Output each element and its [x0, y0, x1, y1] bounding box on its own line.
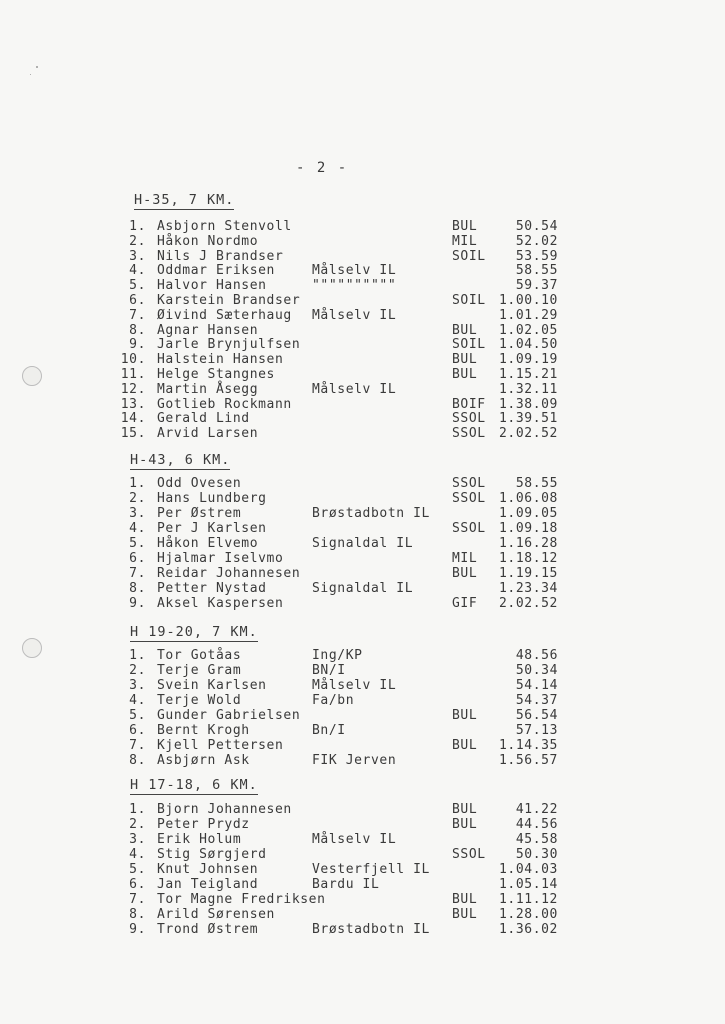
- result-position: 3.: [129, 678, 146, 693]
- club-code: SSOL: [452, 491, 486, 506]
- result-row: [0, 367, 725, 382]
- club-code: SSOL: [452, 426, 486, 442]
- result-position: 3.: [129, 832, 146, 847]
- result-row: [0, 663, 725, 678]
- result-position: 1.: [129, 219, 146, 234]
- club-name: Målselv IL: [312, 263, 397, 279]
- athlete-name: Trond Østrem: [157, 922, 259, 937]
- result-row: [0, 708, 725, 723]
- athlete-name: Håkon Elvemo: [157, 536, 259, 551]
- finish-time: 1.28.00: [499, 907, 558, 922]
- athlete-name: Hans Lundberg: [157, 491, 267, 506]
- result-row: [0, 877, 725, 892]
- result-position: 15.: [120, 426, 146, 442]
- club-name: Signaldal IL: [312, 581, 414, 596]
- result-position: 4.: [129, 693, 146, 708]
- club-code: BUL: [452, 907, 478, 922]
- club-code: BUL: [452, 352, 478, 368]
- finish-time: 44.56: [515, 817, 558, 832]
- result-row: [0, 426, 725, 441]
- athlete-name: Aksel Kaspersen: [157, 596, 284, 611]
- result-position: 6.: [129, 723, 146, 738]
- finish-time: 54.14: [515, 678, 558, 693]
- result-position: 7.: [129, 307, 146, 323]
- section-heading: H 19-20, 7 KM.: [130, 624, 258, 640]
- club-code: SOIL: [452, 293, 486, 308]
- result-position: 9.: [129, 596, 146, 611]
- result-position: 3.: [129, 248, 146, 264]
- club-code: BUL: [452, 708, 478, 723]
- athlete-name: Jan Teigland: [157, 877, 259, 892]
- result-row: [0, 723, 725, 738]
- result-position: 6.: [129, 551, 146, 566]
- result-position: 13.: [120, 396, 146, 412]
- finish-time: 1.04.03: [499, 862, 558, 877]
- result-row: [0, 551, 725, 566]
- result-position: 2.: [129, 233, 146, 249]
- result-position: 11.: [120, 367, 146, 382]
- club-name: Brøstadbotn IL: [312, 506, 430, 521]
- result-position: 5.: [129, 536, 146, 551]
- result-position: 5.: [129, 278, 146, 294]
- club-code: BUL: [452, 322, 478, 338]
- result-row: [0, 521, 725, 536]
- athlete-name: Helge Stangnes: [157, 367, 275, 382]
- athlete-name: Erik Holum: [157, 832, 242, 847]
- result-row: [0, 382, 725, 397]
- finish-time: 1.00.10: [499, 293, 558, 308]
- athlete-name: Asbjørn Ask: [157, 753, 250, 768]
- finish-time: 59.37: [515, 278, 558, 294]
- club-code: BUL: [452, 802, 478, 817]
- finish-time: 41.22: [515, 802, 558, 817]
- club-code: SSOL: [452, 847, 486, 862]
- finish-time: 48.56: [515, 648, 558, 663]
- club-name: Signaldal IL: [312, 536, 414, 551]
- athlete-name: Arvid Larsen: [157, 426, 259, 442]
- finish-time: 58.55: [515, 263, 558, 279]
- club-code: MIL: [452, 233, 478, 249]
- athlete-name: Bernt Krogh: [157, 723, 250, 738]
- finish-time: 1.16.28: [499, 536, 558, 551]
- result-position: 14.: [120, 411, 146, 427]
- athlete-name: Petter Nystad: [157, 581, 267, 596]
- result-row: [0, 397, 725, 412]
- athlete-name: Reidar Johannesen: [157, 566, 301, 581]
- club-name: FIK Jerven: [312, 753, 397, 768]
- result-row: [0, 536, 725, 551]
- result-row: [0, 234, 725, 249]
- finish-time: 1.06.08: [499, 491, 558, 506]
- athlete-name: Arild Sørensen: [157, 907, 275, 922]
- club-code: SOIL: [452, 248, 486, 264]
- finish-time: 1.23.34: [499, 581, 558, 596]
- athlete-name: Per J Karlsen: [157, 521, 267, 536]
- club-code: MIL: [452, 551, 478, 566]
- result-row: [0, 352, 725, 367]
- result-row: [0, 648, 725, 663]
- result-position: 12.: [120, 381, 146, 397]
- result-row: [0, 491, 725, 506]
- finish-time: 54.37: [515, 693, 558, 708]
- result-position: 7.: [129, 566, 146, 581]
- athlete-name: Hjalmar Iselvmo: [157, 551, 284, 566]
- result-row: [0, 832, 725, 847]
- section-heading: H-43, 6 KM.: [130, 452, 231, 468]
- club-name: Fa/bn: [312, 693, 355, 708]
- club-name: Målselv IL: [312, 678, 397, 693]
- finish-time: 50.34: [515, 663, 558, 678]
- result-position: 8.: [129, 322, 146, 338]
- finish-time: 56.54: [515, 708, 558, 723]
- athlete-name: Karstein Brandser: [157, 293, 301, 308]
- finish-time: 1.09.05: [499, 506, 558, 521]
- result-position: 6.: [129, 293, 146, 308]
- result-position: 4.: [129, 263, 146, 279]
- finish-time: 1.04.50: [499, 337, 558, 353]
- result-row: [0, 566, 725, 581]
- result-row: [0, 892, 725, 907]
- athlete-name: Halstein Hansen: [157, 352, 284, 368]
- finish-time: 1.11.12: [499, 892, 558, 907]
- club-name: Målselv IL: [312, 832, 397, 847]
- result-row: [0, 506, 725, 521]
- finish-time: 2.02.52: [499, 596, 558, 611]
- finish-time: 1.05.14: [499, 877, 558, 892]
- club-code: SOIL: [452, 337, 486, 353]
- result-position: 7.: [129, 892, 146, 907]
- club-code: SSOL: [452, 521, 486, 536]
- result-position: 3.: [129, 506, 146, 521]
- athlete-name: Øivind Sæterhaug: [157, 307, 292, 323]
- club-name: """""""""": [312, 278, 397, 294]
- athlete-name: Per Østrem: [157, 506, 242, 521]
- club-name: BN/I: [312, 663, 346, 678]
- athlete-name: Bjorn Johannesen: [157, 802, 292, 817]
- result-position: 8.: [129, 753, 146, 768]
- finish-time: 1.18.12: [499, 551, 558, 566]
- club-code: SSOL: [452, 476, 486, 491]
- result-row: [0, 476, 725, 491]
- result-position: 5.: [129, 862, 146, 877]
- finish-time: 53.59: [515, 248, 558, 264]
- finish-time: 1.14.35: [499, 738, 558, 753]
- result-position: 2.: [129, 817, 146, 832]
- finish-time: 58.55: [515, 476, 558, 491]
- result-row: [0, 862, 725, 877]
- result-row: [0, 678, 725, 693]
- finish-time: 1.56.57: [499, 753, 558, 768]
- club-code: BOIF: [452, 396, 486, 412]
- athlete-name: Håkon Nordmo: [157, 233, 259, 249]
- athlete-name: Gunder Gabrielsen: [157, 708, 301, 723]
- club-code: BUL: [452, 219, 478, 234]
- result-row: [0, 817, 725, 832]
- club-code: BUL: [452, 566, 478, 581]
- athlete-name: Stig Sørgjerd: [157, 847, 267, 862]
- club-name: Bn/I: [312, 723, 346, 738]
- club-code: BUL: [452, 817, 478, 832]
- finish-time: 1.36.02: [499, 922, 558, 937]
- finish-time: 1.32.11: [499, 381, 558, 397]
- result-position: 5.: [129, 708, 146, 723]
- result-position: 4.: [129, 521, 146, 536]
- finish-time: 2.02.52: [499, 426, 558, 442]
- finish-time: 1.09.18: [499, 521, 558, 536]
- finish-time: 57.13: [515, 723, 558, 738]
- finish-time: 1.19.15: [499, 566, 558, 581]
- finish-time: 52.02: [515, 233, 558, 249]
- result-row: [0, 323, 725, 338]
- athlete-name: Martin Åsegg: [157, 381, 259, 397]
- section-heading: H 17-18, 6 KM.: [130, 777, 258, 793]
- athlete-name: Tor Gotåas: [157, 648, 242, 663]
- club-code: BUL: [452, 367, 478, 382]
- result-position: 7.: [129, 738, 146, 753]
- athlete-name: Knut Johnsen: [157, 862, 259, 877]
- result-row: [0, 738, 725, 753]
- finish-time: 1.15.21: [499, 367, 558, 382]
- result-row: [0, 907, 725, 922]
- section-heading: H-35, 7 KM.: [134, 192, 235, 208]
- club-code: SSOL: [452, 411, 486, 427]
- finish-time: 1.01.29: [499, 307, 558, 323]
- club-code: BUL: [452, 892, 478, 907]
- result-row: [0, 693, 725, 708]
- result-row: [0, 337, 725, 352]
- result-position: 8.: [129, 581, 146, 596]
- finish-time: 1.39.51: [499, 411, 558, 427]
- result-row: [0, 263, 725, 278]
- result-position: 1.: [129, 476, 146, 491]
- result-position: 9.: [129, 922, 146, 937]
- result-position: 2.: [129, 663, 146, 678]
- athlete-name: Oddmar Eriksen: [157, 263, 275, 279]
- club-name: Målselv IL: [312, 307, 397, 323]
- athlete-name: Gerald Lind: [157, 411, 250, 427]
- result-position: 8.: [129, 907, 146, 922]
- result-position: 2.: [129, 491, 146, 506]
- result-position: 6.: [129, 877, 146, 892]
- club-name: Målselv IL: [312, 381, 397, 397]
- result-row: [0, 922, 725, 937]
- athlete-name: Terje Wold: [157, 693, 242, 708]
- result-position: 1.: [129, 802, 146, 817]
- result-row: [0, 581, 725, 596]
- athlete-name: Asbjorn Stenvoll: [157, 219, 292, 234]
- athlete-name: Odd Ovesen: [157, 476, 242, 491]
- athlete-name: Terje Gram: [157, 663, 242, 678]
- result-row: [0, 219, 725, 234]
- athlete-name: Nils J Brandser: [157, 248, 284, 264]
- paper-speck: [36, 66, 38, 68]
- club-name: Bardu IL: [312, 877, 380, 892]
- finish-time: 1.09.19: [499, 352, 558, 368]
- result-position: 9.: [129, 337, 146, 353]
- result-row: [0, 249, 725, 264]
- athlete-name: Kjell Pettersen: [157, 738, 284, 753]
- athlete-name: Agnar Hansen: [157, 322, 259, 338]
- paper-speck: [30, 74, 31, 75]
- club-code: GIF: [452, 596, 478, 611]
- athlete-name: Tor Magne Fredriksen: [157, 892, 326, 907]
- finish-time: 1.02.05: [499, 322, 558, 338]
- finish-time: 45.58: [515, 832, 558, 847]
- result-row: [0, 847, 725, 862]
- result-row: [0, 411, 725, 426]
- result-position: 4.: [129, 847, 146, 862]
- athlete-name: Jarle Brynjulfsen: [157, 337, 301, 353]
- result-row: [0, 293, 725, 308]
- finish-time: 1.38.09: [499, 396, 558, 412]
- result-position: 10.: [120, 352, 146, 368]
- page-number: - 2 -: [296, 160, 349, 176]
- club-name: Vesterfjell IL: [312, 862, 430, 877]
- finish-time: 50.54: [515, 219, 558, 234]
- club-code: BUL: [452, 738, 478, 753]
- result-row: [0, 802, 725, 817]
- athlete-name: Svein Karlsen: [157, 678, 267, 693]
- result-row: [0, 596, 725, 611]
- athlete-name: Halvor Hansen: [157, 278, 267, 294]
- finish-time: 50.30: [515, 847, 558, 862]
- athlete-name: Peter Prydz: [157, 817, 250, 832]
- result-position: 1.: [129, 648, 146, 663]
- result-row: [0, 753, 725, 768]
- club-name: Brøstadbotn IL: [312, 922, 430, 937]
- result-row: [0, 308, 725, 323]
- athlete-name: Gotlieb Rockmann: [157, 396, 292, 412]
- result-row: [0, 278, 725, 293]
- club-name: Ing/KP: [312, 648, 363, 663]
